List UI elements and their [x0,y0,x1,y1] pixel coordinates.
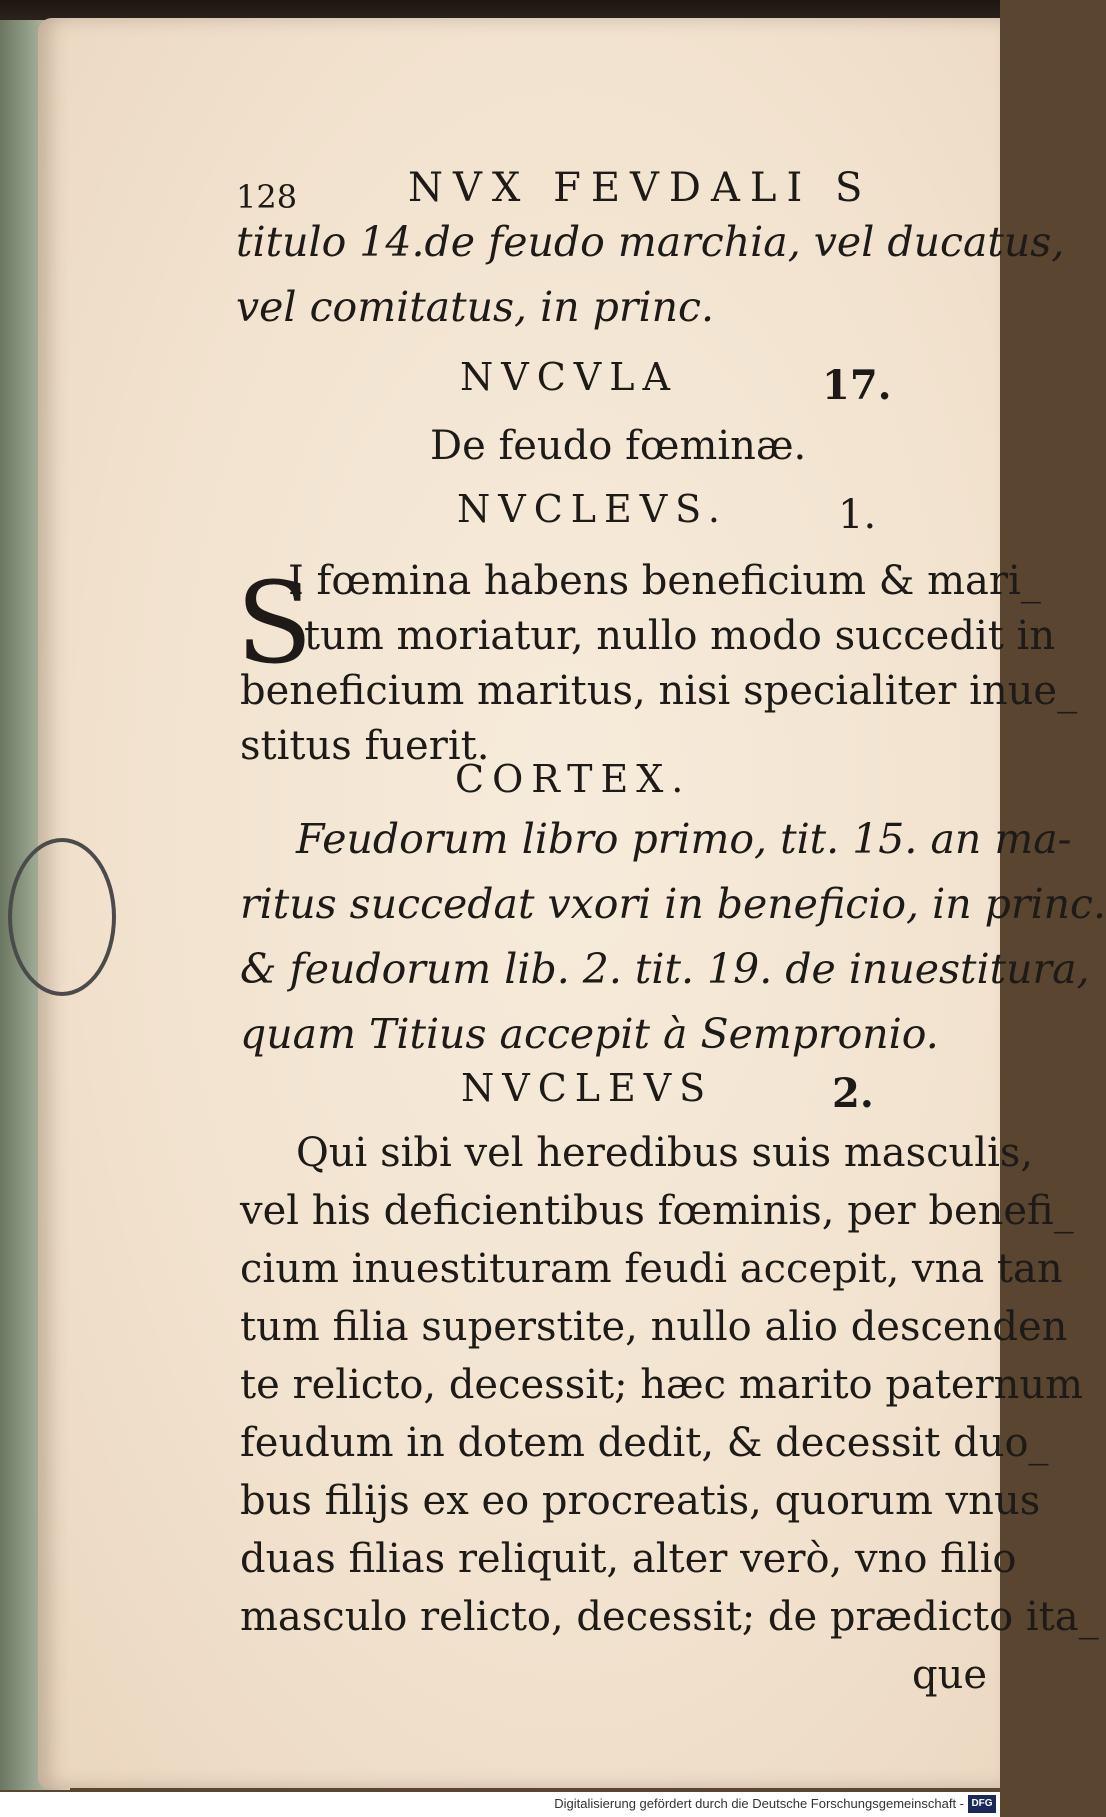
footer-credit: Digitalisierung gefördert durch die Deutsche Forschungsgemeinschaft - [554,1796,964,1811]
text-line-14: tum filia superstite, nullo alio descenden [240,1304,1068,1350]
drop-cap-initial: S [236,559,313,689]
text-line-15: te relicto, decessit; hæc marito paternum [240,1362,1084,1408]
text-line-6: stitus fuerit. [240,723,490,769]
text-line-16: feudum in dotem dedit, & decessit duo_ [240,1420,1049,1466]
nucleus-number-1: 1. [838,492,877,538]
section-heading-nucula: NVCVLA [460,355,678,399]
text-line-10: quam Titius accepit à Sempronio. [240,1010,939,1058]
catchword: que [912,1652,988,1698]
digitization-footer [0,1792,1000,1817]
text-line-7: Feudorum libro primo, tit. 15. an ma- [296,815,1072,863]
page-number: 128 [236,178,298,216]
text-line-13: cium inuestituram feudi accepit, vna tan [240,1246,1063,1292]
section-subtitle: De feudo fœminæ. [430,423,807,469]
text-line-9: & feudorum lib. 2. tit. 19. de inuestitura, [240,945,1090,993]
cortex-heading: CORTEX. [455,757,692,801]
text-line-5: beneficium maritus, nisi specialiter inue_ [240,668,1078,714]
text-line-12: vel his deficientibus fœminis, per benefi_ [240,1188,1074,1234]
text-line-8: ritus succedat vxori in beneficio, in princ. [240,880,1106,928]
paper-clip [8,838,116,996]
text-line-19: masculo relicto, decessit; de prædicto ita_ [240,1594,1099,1640]
text-line-11: Qui sibi vel heredibus suis masculis, [296,1130,1034,1176]
nucleus-number-2: 2. [832,1070,874,1117]
text-line-1: titulo 14.de feudo marchia, vel ducatus, [236,218,1065,266]
dfg-logo[interactable]: DFG [968,1795,996,1813]
nucleus-heading-2: NVCLEVS [461,1066,714,1110]
text-line-4: tum moriatur, nullo modo succedit in [304,613,1056,659]
text-line-3: I fœmina habens beneficium & mari_ [288,558,1041,604]
section-number: 17. [822,362,892,409]
text-line-2: vel comitatus, in princ. [236,283,715,331]
text-line-17: bus filijs ex eo procreatis, quorum vnus [240,1478,1041,1524]
running-title: NVX FEVDALI S [408,165,873,211]
text-line-18: duas filias reliquit, alter verò, vno filio [240,1536,1017,1582]
nucleus-heading-1: NVCLEVS. [457,487,728,531]
